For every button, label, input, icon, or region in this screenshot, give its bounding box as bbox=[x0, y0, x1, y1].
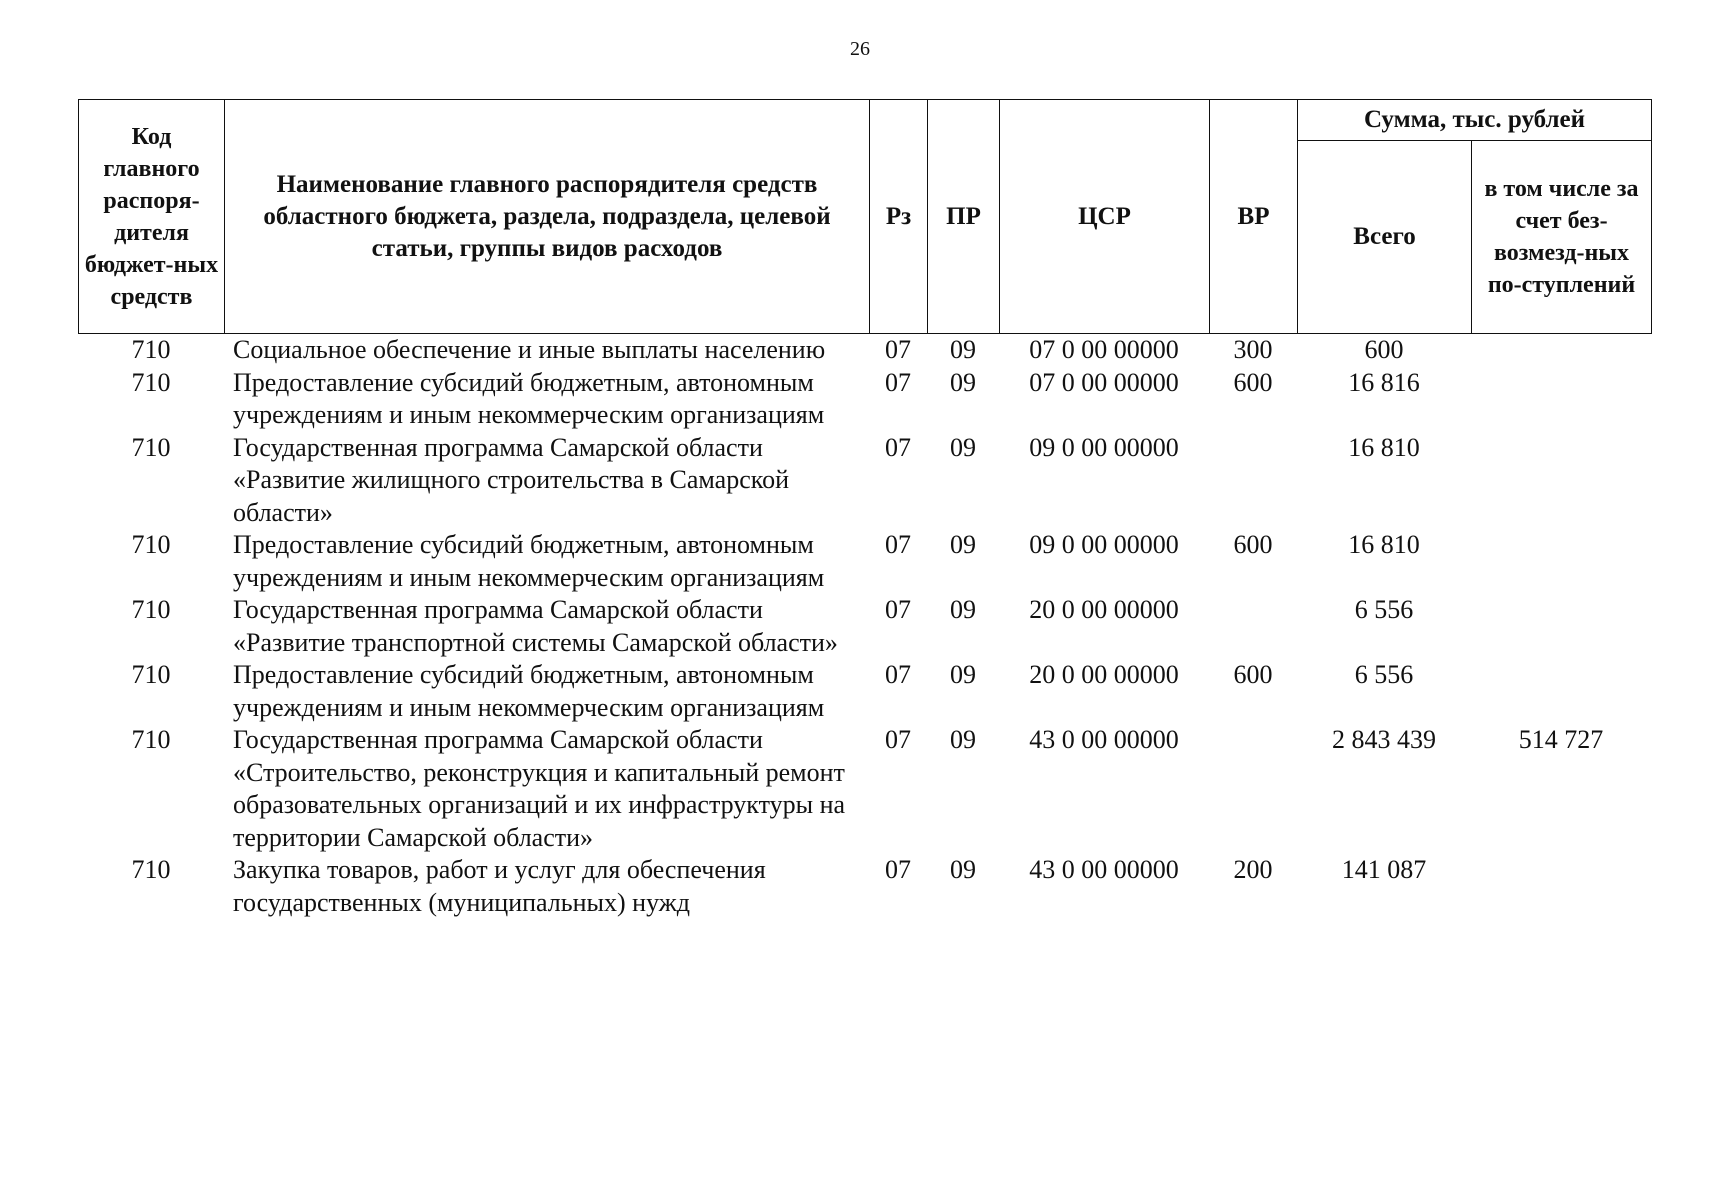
cell-csr: 43 0 00 00000 bbox=[1029, 725, 1179, 754]
cell-total: 16 816 bbox=[1348, 367, 1420, 397]
cell-vr: 600 bbox=[1233, 660, 1273, 689]
header-code: Код главного распоря-дителя бюджет-ных средств bbox=[79, 100, 225, 334]
cell-code: 710 bbox=[131, 725, 171, 754]
cell-pr: 09 bbox=[950, 335, 976, 364]
page-number: 26 bbox=[850, 38, 870, 60]
table-row bbox=[78, 854, 1651, 919]
cell-rz: 07 bbox=[885, 530, 911, 559]
cell-csr: 43 0 00 00000 bbox=[1029, 855, 1179, 884]
cell-code: 710 bbox=[131, 855, 171, 884]
cell-name: Предоставление субсидий бюджетным, автономным учреждениям и иным некоммерческим организациям bbox=[233, 530, 825, 592]
cell-code: 710 bbox=[131, 595, 171, 624]
cell-vr: 300 bbox=[1233, 335, 1273, 364]
header-pr: ПР bbox=[928, 100, 1000, 334]
cell-total: 6 556 bbox=[1354, 595, 1414, 624]
table-row bbox=[78, 594, 1651, 659]
cell-name: Социальное обеспечение и иные выплаты населению bbox=[233, 335, 826, 364]
cell-total: 16 810 bbox=[1348, 432, 1420, 462]
table-row bbox=[78, 432, 1651, 530]
cell-code: 710 bbox=[131, 367, 171, 397]
cell-pr: 09 bbox=[950, 855, 976, 884]
cell-rz: 07 bbox=[885, 595, 911, 624]
table-row bbox=[78, 724, 1651, 854]
cell-rz: 07 bbox=[885, 725, 911, 754]
cell-name: Предоставление субсидий бюджетным, автономным учреждениям и иным некоммерческим организациям bbox=[233, 367, 825, 429]
cell-rz: 07 bbox=[885, 660, 911, 689]
table-header bbox=[78, 99, 1652, 334]
cell-csr: 09 0 00 00000 bbox=[1029, 530, 1179, 559]
cell-total: 2 843 439 bbox=[1332, 725, 1436, 754]
table-row bbox=[78, 529, 1651, 594]
cell-rz: 07 bbox=[885, 855, 911, 884]
cell-name: Государственная программа Самарской области «Развитие транспортной системы Самарской области» bbox=[233, 595, 838, 657]
cell-vr: 200 bbox=[1233, 855, 1273, 884]
header-sum: Сумма, тыс. рублей bbox=[1298, 100, 1652, 141]
cell-pr: 09 bbox=[950, 367, 976, 397]
cell-csr: 07 0 00 00000 bbox=[1029, 367, 1179, 397]
cell-name: Закупка товаров, работ и услуг для обеспечения государственных (муниципальных) нужд bbox=[233, 855, 766, 917]
cell-pr: 09 bbox=[950, 595, 976, 624]
cell-csr: 09 0 00 00000 bbox=[1029, 432, 1179, 462]
cell-name: Предоставление субсидий бюджетным, автономным учреждениям и иным некоммерческим организациям bbox=[233, 660, 825, 722]
header-csr: ЦСР bbox=[1000, 100, 1210, 334]
cell-name: Государственная программа Самарской области «Развитие жилищного строительства в Самарской области» bbox=[233, 432, 789, 527]
cell-csr: 20 0 00 00000 bbox=[1029, 595, 1179, 624]
cell-rz: 07 bbox=[885, 335, 911, 364]
cell-code: 710 bbox=[131, 335, 171, 364]
cell-code: 710 bbox=[131, 660, 171, 689]
cell-pr: 09 bbox=[950, 432, 976, 462]
cell-total: 600 bbox=[1364, 335, 1404, 364]
cell-vr: 600 bbox=[1233, 367, 1273, 397]
cell-name: Государственная программа Самарской области «Строительство, реконструкция и капитальный ремонт образовательных организаций и их инфраструктуры на территории Самарской области» bbox=[233, 725, 846, 852]
cell-vr: 600 bbox=[1233, 530, 1273, 559]
cell-total: 16 810 bbox=[1348, 530, 1420, 559]
cell-pr: 09 bbox=[950, 530, 976, 559]
table-row bbox=[78, 367, 1651, 432]
header-total: Всего bbox=[1298, 141, 1472, 334]
header-rz: Рз bbox=[870, 100, 928, 334]
cell-rz: 07 bbox=[885, 432, 911, 462]
cell-rz: 07 bbox=[885, 367, 911, 397]
table-body bbox=[78, 334, 1651, 919]
cell-csr: 07 0 00 00000 bbox=[1029, 335, 1179, 364]
cell-total: 141 087 bbox=[1341, 855, 1427, 884]
header-vr: ВР bbox=[1210, 100, 1298, 334]
cell-total: 6 556 bbox=[1354, 660, 1414, 689]
header-name: Наименование главного распорядителя средств областного бюджета, раздела, подраздела, целевой статьи, группы видов расходов bbox=[225, 100, 870, 334]
cell-code: 710 bbox=[131, 530, 171, 559]
cell-pr: 09 bbox=[950, 660, 976, 689]
cell-free: 514 727 bbox=[1518, 725, 1604, 754]
table-row bbox=[78, 334, 1651, 367]
cell-csr: 20 0 00 00000 bbox=[1029, 660, 1179, 689]
cell-code: 710 bbox=[131, 432, 171, 462]
table-row bbox=[78, 659, 1651, 724]
cell-pr: 09 bbox=[950, 725, 976, 754]
header-free: в том числе за счет без-возмезд-ных по-ступлений bbox=[1472, 141, 1652, 334]
